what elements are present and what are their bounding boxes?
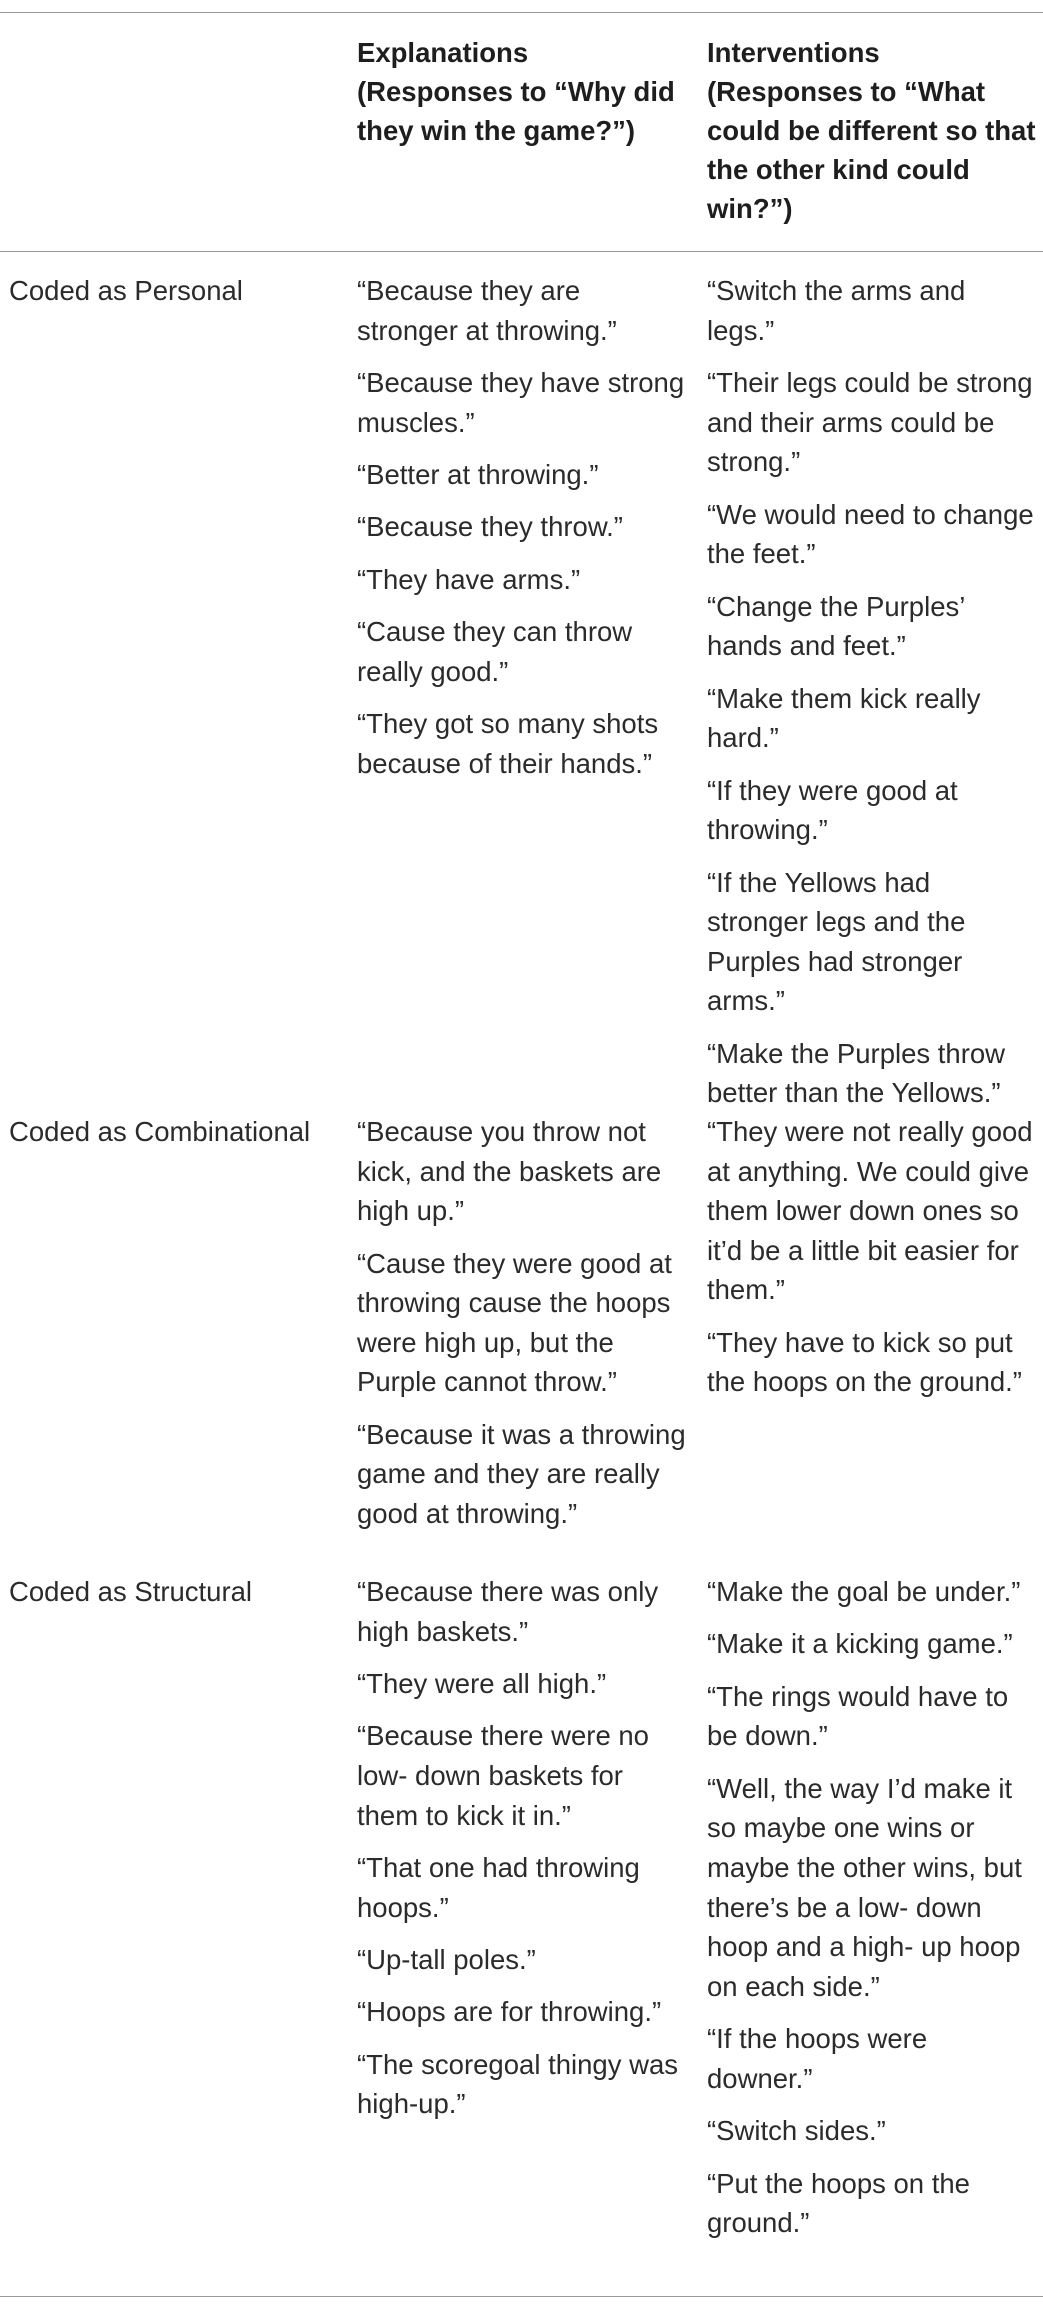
- list-item: “Because you throw not kick, and the baskets are high up.”: [357, 1116, 662, 1227]
- list-item: “Make them kick really hard.”: [707, 682, 981, 754]
- table-top-rule: [0, 12, 1043, 13]
- list-item: “If the hoops were downer.”: [707, 2023, 928, 2094]
- list-item: “Put the hoops on the ground.”: [707, 2167, 970, 2239]
- header-explanations-text: Explanations (Responses to “Why did they win the game?”): [357, 37, 675, 146]
- personal-interventions-list: [707, 271, 1037, 1126]
- structural-explanations-list: [357, 1572, 687, 2137]
- combinational-interventions-list: [707, 1112, 1037, 1415]
- header-bottom-rule: [0, 251, 1043, 252]
- list-item: “Because there was only high baskets.”: [357, 1576, 659, 1647]
- list-item: “If they were good at throwing.”: [707, 774, 958, 846]
- list-item: “Up-tall poles.”: [357, 1943, 536, 1975]
- list-item: “Well, the way I’d make it so maybe one wins or maybe the other wins, but there’s be a low- down hoop and a high- up hoop on each side.”: [707, 1772, 1022, 2002]
- list-item: “They were all high.”: [357, 1667, 607, 1699]
- list-item: “Switch the arms and legs.”: [707, 275, 966, 346]
- list-item: “Hoops are for throwing.”: [357, 1996, 662, 2028]
- header-interventions: [707, 33, 1037, 228]
- row-label-personal: Coded as Personal: [9, 275, 243, 306]
- list-item: “The rings would have to be down.”: [707, 1680, 1009, 1752]
- list-item: “They have to kick so put the hoops on the ground.”: [707, 1326, 1022, 1398]
- list-item: “Make the Purples throw better than the Yellows.”: [707, 1037, 1006, 1109]
- list-item: “They got so many shots because of their hands.”: [357, 708, 659, 779]
- header-interventions-text: Interventions (Responses to “What could be different so that the other kind could win?”): [707, 37, 1036, 224]
- list-item: “They have arms.”: [357, 563, 581, 595]
- personal-explanations-list: [357, 271, 687, 796]
- list-item: “Cause they were good at throwing cause the hoops were high up, but the Purple cannot throw.”: [357, 1247, 672, 1398]
- list-item: “Because they have strong muscles.”: [357, 366, 685, 438]
- table-bottom-rule: [0, 2296, 1043, 2297]
- list-item: “Because they are stronger at throwing.”: [357, 275, 617, 346]
- list-item: “Because they throw.”: [357, 511, 623, 543]
- list-item: “That one had throwing hoops.”: [357, 1851, 640, 1923]
- row-label-structural: Coded as Structural: [9, 1576, 253, 1607]
- list-item: “Make it a kicking game.”: [707, 1628, 1013, 1660]
- row-label-combinational: Coded as Combinational: [9, 1116, 311, 1147]
- list-item: “Their legs could be strong and their arms could be strong.”: [707, 366, 1033, 478]
- structural-interventions-list: [707, 1572, 1037, 2255]
- list-item: “We would need to change the feet.”: [707, 498, 1034, 570]
- combinational-explanations-list: [357, 1112, 687, 1546]
- list-item: “If the Yellows had stronger legs and the Purples had stronger arms.”: [707, 866, 966, 1017]
- list-item: “The scoregoal thingy was high-up.”: [357, 2048, 678, 2120]
- list-item: “Because there were no low- down baskets for them to kick it in.”: [357, 1720, 649, 1831]
- list-item: “Better at throwing.”: [357, 458, 599, 490]
- list-item: “Make the goal be under.”: [707, 1576, 1021, 1607]
- list-item: “Change the Purples’ hands and feet.”: [707, 590, 965, 662]
- list-item: “They were not really good at anything. We could give them lower down ones so it’d be a little bit easier for them.”: [707, 1116, 1033, 1306]
- header-explanations: [357, 33, 687, 150]
- list-item: “Switch sides.”: [707, 2115, 886, 2147]
- list-item: “Cause they can throw really good.”: [357, 616, 633, 687]
- list-item: “Because it was a throwing game and they are really good at throwing.”: [357, 1418, 686, 1529]
